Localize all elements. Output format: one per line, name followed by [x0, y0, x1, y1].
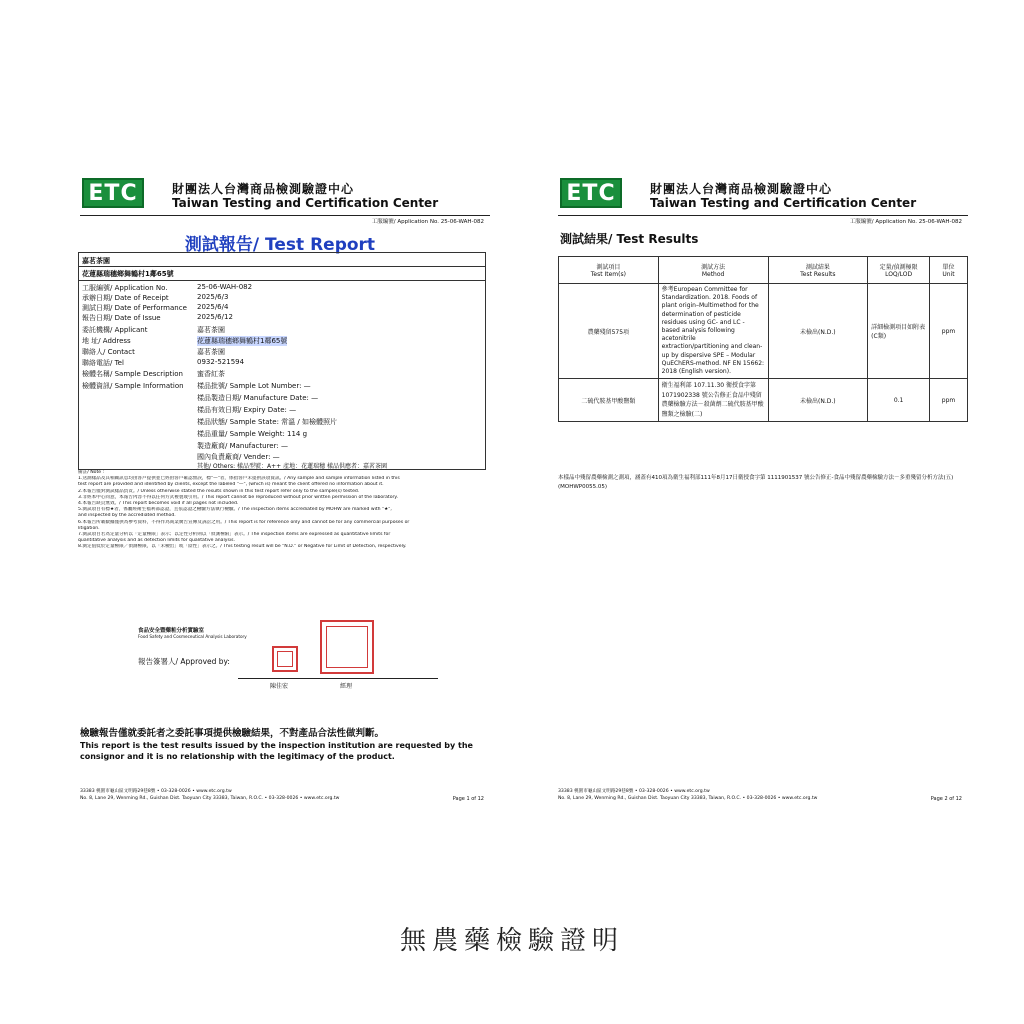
page-number: Page 1 of 12	[452, 796, 484, 802]
header-divider	[558, 215, 968, 216]
note-line: test report are provided and identified by clients, except the labeled "—", (which is) meant the client offered no information about it.	[78, 482, 384, 488]
column-header: 測試方法 Method	[658, 257, 768, 284]
application-number: 工服編號/ Application No. 25-06-WAH-082	[371, 219, 484, 225]
sample-info-line: 樣品有效日期/ Expiry Date: —	[197, 406, 297, 414]
results-table	[558, 256, 968, 422]
footer-address-zh: 33383 桃園市龜山區文明路29巷8號 • 03-328-0026 • www.etc.org.tw	[558, 789, 710, 794]
info-value: 樣品批號/ Sample Lot Number: —	[197, 382, 311, 390]
sample-info-line: 其他/ Others: 樣品型號：A++ 產地：花蓮瑞穗 樣品供應者：嘉茗茶園	[197, 463, 387, 470]
signer-name: 陳佳宏	[270, 683, 289, 690]
footer-address-zh: 33383 桃園市龜山區文明路29巷8號 • 03-328-0026 • www.etc.org.tw	[80, 789, 232, 794]
info-label: 聯絡人/ Contact	[82, 348, 135, 356]
org-name-en: Taiwan Testing and Certification Center	[650, 196, 917, 210]
approved-by-label: 報告簽署人/ Approved by:	[138, 657, 230, 666]
info-label: 委託機構/ Applicant	[82, 326, 148, 334]
info-label: 承辦日期/ Date of Receipt	[82, 294, 169, 302]
sample-info-line: 樣品狀態/ Sample State: 常溫 / 如檢體照片	[197, 418, 337, 426]
note-line: and inspected by the accrediated method.	[78, 513, 176, 519]
test-unit: ppm	[930, 284, 968, 379]
column-header: 測試項目 Test Item(s)	[559, 257, 659, 284]
disclaimer-en: This report is the test results issued by the inspection institution are requested by the consignor and it is no relationship with the legitimacy of the product.	[80, 741, 473, 761]
test-item: 二硫代胺基甲酸鹽類	[559, 379, 659, 422]
info-label: 聯絡電話/ Tel	[82, 359, 124, 367]
info-label: 檢體資訊/ Sample Information	[82, 382, 184, 390]
results-note: 本樣品中殘留農藥檢測之測項，涵蓋有410項為衛生福利部111年8月17日衛授食字第 1111901537 號公告修正-食品中殘留農藥檢驗方法－多重殘留分析方法(五)(MOHWP0055.05)	[558, 475, 954, 490]
note-line: 3.非經本中心同意，本報告內容不得以任何方式複製或引用。/ This report cannot be reproduced without prior written permission of the laboratory.	[78, 494, 398, 500]
info-label: 地 址/ Address	[82, 337, 131, 345]
test-loq: 詳細檢測項目如附表(C類)	[868, 284, 930, 379]
info-label: 報告日期/ Date of Issue	[82, 314, 161, 322]
test-method: 衛生福利部 107.11.30 衛授食字第 1071902338 號公告修正食品中殘留農藥檢驗方法－殺菌劑二硫代胺基甲酸鹽類之檢驗(二)	[658, 379, 768, 422]
report-info-box	[78, 252, 486, 470]
report-title: 測試報告/ Test Report	[184, 235, 376, 255]
column-header: 測試結果 Test Results	[768, 257, 868, 284]
page-number: Page 2 of 12	[930, 796, 962, 802]
note-line: 1.送測樣品及其相關訊息均由客戶提供並已經由客戶確認無誤，標"—"者，係指客戶未提供該項資訊。/ Any sample and sample information listed in this	[78, 476, 400, 482]
lab-name-zh: 食品安全暨藥粧分析實驗室	[138, 628, 205, 634]
info-value: 蜜香紅茶	[197, 370, 225, 378]
info-value-highlighted: 花蓮縣瑞穗鄉舞鶴村1鄰65號	[197, 337, 288, 345]
signer-title: 經理	[340, 683, 353, 690]
lab-name-en: Food Safety and Cosmeceutical Analysis Laboratory	[138, 634, 247, 639]
etc-logo: ETC	[82, 178, 144, 208]
report-page-1	[70, 170, 490, 810]
image-caption: 無農藥檢驗證明	[399, 926, 624, 956]
org-name-en: Taiwan Testing and Certification Center	[172, 196, 439, 210]
test-method: 參考European Committee for Standardization. 2018. Foods of plant origin–Multimethod for the determination of pesticide residues using GC- and LC - based analysis following acetonitrile extraction/partitioning and clean-up by dispersive SPE – Modular QuEChERS-method. NF EN 15662: 2018 (English version).	[658, 284, 768, 379]
application-number: 工服編號/ Application No. 25-06-WAH-082	[849, 219, 962, 225]
divider	[79, 266, 485, 267]
org-name-zh: 財團法人台灣商品檢測驗證中心	[172, 182, 355, 196]
note-line: 2.本報告僅對測試樣品負責。/ Unless otherwise stated the results shown in this test report refer only to the sample(s) tested.	[78, 488, 360, 494]
footer-address-en: No. 8, Lane 29, Wenming Rd., Guishan Dist. Taoyuan City 33383, Taiwan, R.O.C. • 03-328-0026 • www.etc.org.tw	[80, 796, 340, 801]
sample-info-line: 製造廠商/ Manufacturer: —	[197, 442, 288, 450]
table-row	[559, 284, 968, 379]
column-header: 定量/偵測極限 LOQ/LOD	[868, 257, 930, 284]
info-value: 嘉茗茶園	[197, 326, 225, 334]
column-header: 單位 Unit	[930, 257, 968, 284]
info-value: 25-06-WAH-082	[197, 283, 253, 291]
info-value: 2025/6/3	[197, 293, 229, 301]
note-line: 4.本報告缺頁無效。/ This report becomes void if all pages not included.	[78, 501, 239, 507]
notes-section	[78, 470, 488, 551]
notes-title: 備註/ Note :	[78, 470, 105, 475]
client-name: 嘉茗茶園	[82, 257, 110, 265]
info-label: 檢體名稱/ Sample Description	[82, 370, 183, 378]
note-line: 8.測定值低於定量極限／偵測極限，以「未檢出」或「陰性」表示之。/ This testing result will be "N.D." or Negative for Limit of Detection, respectively.	[78, 544, 407, 550]
test-result: 未檢出(N.D.)	[768, 379, 868, 422]
info-value: 0932-521594	[197, 358, 245, 366]
info-value: 2025/6/12	[197, 313, 233, 321]
note-line: 5.測試項目有標★者，係屬經衛生福利部認證，且依認證之檢驗方法執行檢驗。/ The inspection items accrediated by MOHW are marked with "★",	[78, 507, 392, 513]
org-name-zh: 財團法人台灣商品檢測驗證中心	[650, 182, 833, 196]
sample-info-line: 國內負責廠商/ Vender: —	[197, 453, 280, 461]
info-label: 測試日期/ Date of Performance	[82, 304, 187, 312]
sample-info-line: 樣品重量/ Sample Weight: 114 g	[197, 430, 308, 438]
footer-address-en: No. 8, Lane 29, Wenming Rd., Guishan Dist. Taoyuan City 33383, Taiwan, R.O.C. • 03-328-0026 • www.etc.org.tw	[558, 796, 818, 801]
results-title: 測試結果/ Test Results	[560, 232, 699, 246]
note-line: litigation.	[78, 525, 100, 531]
divider	[79, 280, 485, 281]
client-address: 花蓮縣瑞穗鄉舞鶴村1鄰65號	[82, 270, 174, 278]
note-line: quantitative analysis and as detection limits for qualitative analysis.	[78, 538, 236, 544]
test-unit: ppm	[930, 379, 968, 422]
official-seal-stamp	[320, 620, 374, 674]
table-header-row	[559, 257, 968, 284]
info-value: 嘉茗茶園	[197, 348, 225, 356]
report-page-2	[548, 170, 968, 810]
signature-line	[238, 678, 438, 679]
sample-info-line: 樣品製造日期/ Manufacture Date: —	[197, 394, 319, 402]
test-item: 農藥殘留575項	[559, 284, 659, 379]
disclaimer-zh: 檢驗報告僅就委託者之委託事項提供檢驗結果，不對產品合法性做判斷。	[80, 728, 385, 739]
note-line: 6.本報告所載數據僅供為參考資料，不得作為商業廣告宣傳及訴訟之用。/ This report is for reference only and cannot be for any commercial purposes or	[78, 519, 410, 525]
header-divider	[80, 215, 490, 216]
etc-logo: ETC	[560, 178, 622, 208]
test-loq: 0.1	[868, 379, 930, 422]
info-value: 2025/6/4	[197, 303, 229, 311]
personal-seal-stamp	[272, 646, 298, 672]
info-label: 工服編號/ Application No.	[82, 284, 168, 292]
test-result: 未檢出(N.D.)	[768, 284, 868, 379]
note-line: 7.測試項目若為定量分析以「定量極限」表示；以定性分析則以「偵測極限」表示。/ The inspection items are expressed as quantitative limits for	[78, 532, 391, 538]
table-row	[559, 379, 968, 422]
